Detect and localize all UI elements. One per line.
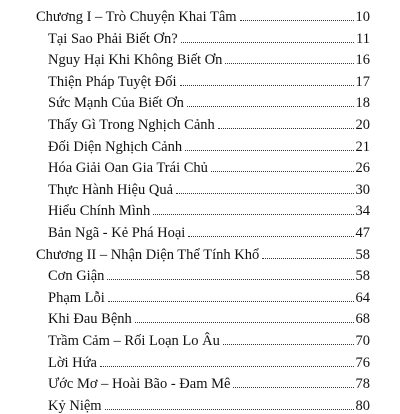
dot-leader [262,258,353,259]
dot-leader [240,20,354,21]
toc-section-entry [48,113,370,133]
toc-entry-title: Trầm Cảm – Rối Loạn Lo Âu [48,333,220,349]
toc-entry-title: Chương I – Trò Chuyện Khai Tâm [36,9,237,25]
toc-page-number: 58 [355,268,370,285]
toc-section-entry [48,221,370,241]
toc-section-entry [48,178,370,198]
dot-leader [187,106,354,107]
toc-section-entry [48,286,370,306]
toc-section-entry [48,156,370,176]
toc-chapter-entry [36,5,370,25]
toc-entry-title: Phạm Lỗi [48,289,105,306]
toc-section-entry [48,307,370,327]
toc-entry-title: Thiện Pháp Tuyệt Đối [48,73,177,90]
toc-section-entry [48,70,370,90]
toc-page-number: 21 [355,138,370,155]
toc-page-number: 11 [356,30,370,47]
toc-entry-title: Hóa Giải Oan Gia Trái Chủ [48,160,208,177]
toc-entry-title: Ước Mơ – Hoài Bão - Đam Mê [48,376,231,393]
toc-page-number: 30 [355,181,370,198]
toc-page-number: 34 [355,203,370,220]
dot-leader [185,150,353,151]
dot-leader [211,171,354,172]
toc-page-number: 64 [355,289,370,306]
toc-page-number: 47 [355,225,370,241]
dot-leader [223,344,354,345]
toc-page-number: 76 [355,354,370,371]
toc-section-entry [48,27,370,47]
toc-entry-title: Khi Đau Bệnh [48,311,132,328]
toc-page-number: 58 [355,246,370,263]
dot-leader [153,214,353,215]
toc-entry-title: Kỷ Niệm [48,397,102,414]
toc-page-number: 26 [355,160,370,177]
toc-section-entry [48,91,370,111]
dot-leader [108,301,354,302]
toc-page-number: 78 [355,376,370,393]
toc-entry-title: Cơn Giận [48,268,105,285]
toc-entry-title: Sức Mạnh Của Biết Ơn [48,95,184,112]
toc-section-entry [48,329,370,349]
dot-leader [225,63,353,64]
toc-section-entry [48,351,370,371]
toc-entry-title: Hiểu Chính Mình [48,203,151,220]
dot-leader [180,85,354,86]
dot-leader [233,387,353,388]
toc-entry-title: Nguy Hại Khi Không Biết Ơn [48,52,223,69]
toc-page-number: 68 [355,311,370,328]
toc-page-number: 80 [355,397,370,414]
toc-entry-title: Đối Diện Nghịch Cảnh [48,138,183,155]
toc-chapter-entry [36,243,370,263]
toc-page-number: 10 [355,9,370,25]
toc-section-entry [48,372,370,392]
toc-section-entry [48,264,370,284]
dot-leader [176,193,353,194]
toc-section-entry [48,394,370,414]
dot-leader [107,279,353,280]
toc-entry-title: Thấy Gì Trong Nghịch Cảnh [48,117,215,133]
dot-leader [135,322,354,323]
toc-page-number: 18 [355,95,370,112]
dot-leader [218,128,354,129]
dot-leader [181,42,354,43]
dot-leader [105,409,354,410]
toc-section-entry [48,48,370,68]
toc-entry-title: Lời Hứa [48,354,97,371]
toc-page-number: 70 [355,333,370,349]
dot-leader [188,236,353,237]
toc-entry-title: Thực Hành Hiệu Quả [48,181,174,198]
toc-section-entry [48,135,370,155]
dot-leader [100,366,354,367]
toc-page-number: 16 [355,52,370,69]
toc-page-number: 20 [355,117,370,133]
toc-entry-title: Bản Ngã - Kẻ Phá Hoại [48,225,186,241]
toc-section-entry [48,199,370,219]
toc-page-number: 17 [355,73,370,90]
toc-entry-title: Tại Sao Phải Biết Ơn? [48,30,178,47]
toc-entry-title: Chương II – Nhận Diện Thể Tính Khổ [36,246,260,263]
